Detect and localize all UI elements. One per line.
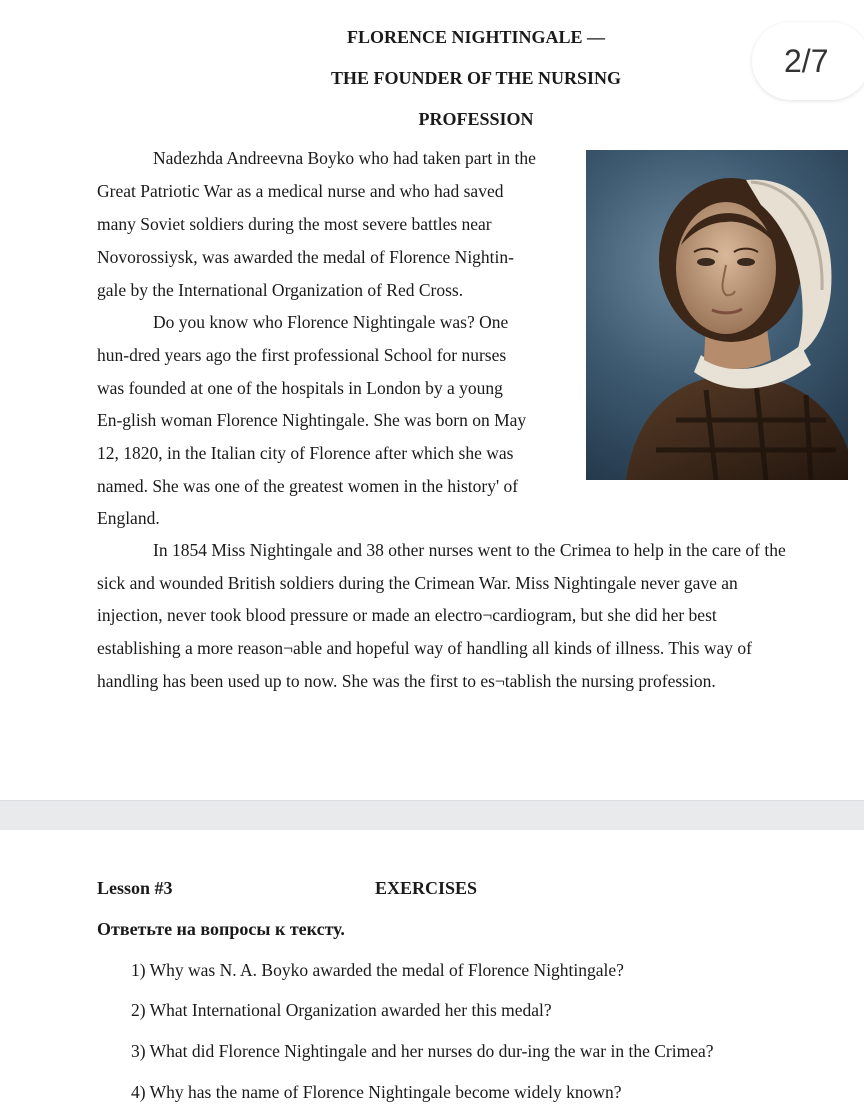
- paragraph-line: named. She was one of the greatest women in the history' of: [97, 476, 519, 496]
- paragraph-line: Novorossiysk, was awarded the medal of Florence Nightin-: [97, 247, 514, 267]
- paragraph-line: establishing a more reason¬able and hopeful way of handling all kinds of illness. This way of: [97, 638, 752, 658]
- question-item: 1) Why was N. A. Boyko awarded the medal of Florence Nightingale?: [131, 960, 624, 980]
- paragraph-line: En-glish woman Florence Nightingale. She was born on May: [97, 410, 527, 430]
- document-page-2: [0, 830, 864, 1114]
- title-line-2: THE FOUNDER OF THE NURSING: [330, 68, 622, 88]
- question-item: 2) What International Organization awarded her this medal?: [131, 1000, 552, 1020]
- paragraph-line: Do you know who Florence Nightingale was? One: [153, 312, 509, 332]
- paragraph-line: In 1854 Miss Nightingale and 38 other nurses went to the Crimea to help in the care of the: [153, 540, 786, 560]
- paragraph-line: handling has been used up to now. She was the first to es¬tablish the nursing profession.: [97, 671, 716, 691]
- question-item: 3) What did Florence Nightingale and her nurses do dur-ing the war in the Crimea?: [131, 1041, 714, 1061]
- exercises-heading: EXERCISES: [375, 878, 478, 898]
- paragraph-line: gale by the International Organization of Red Cross.: [97, 280, 464, 300]
- lesson-number: Lesson #3: [97, 878, 173, 898]
- page-counter-badge: 2/7: [752, 22, 864, 100]
- page-separator: [0, 800, 864, 831]
- florence-nightingale-portrait: [586, 150, 848, 480]
- paragraph-line: Great Patriotic War as a medical nurse and who had saved: [97, 181, 504, 201]
- exercise-instruction: Ответьте на вопросы к тексту.: [97, 919, 345, 939]
- title-line-1: FLORENCE NIGHTINGALE —: [346, 27, 606, 47]
- paragraph-line: was founded at one of the hospitals in London by a young: [97, 378, 503, 398]
- portrait-illustration: [586, 150, 848, 480]
- paragraph-line: many Soviet soldiers during the most severe battles near: [97, 214, 492, 234]
- paragraph-line: hun-dred years ago the first professional School for nurses: [97, 345, 507, 365]
- paragraph-line: 12, 1820, in the Italian city of Florence after which she was: [97, 443, 514, 463]
- paragraph-line: injection, never took blood pressure or made an electro¬cardiogram, but she did her best: [97, 605, 717, 625]
- title-line-3: PROFESSION: [418, 109, 534, 129]
- paragraph-line: sick and wounded British soldiers during the Crimean War. Miss Nightingale never gave an: [97, 573, 738, 593]
- paragraph-line: Nadezhda Andreevna Boyko who had taken part in the: [153, 148, 536, 168]
- paragraph-line: England.: [97, 508, 160, 528]
- question-item: 4) Why has the name of Florence Nightingale become widely known?: [131, 1082, 622, 1102]
